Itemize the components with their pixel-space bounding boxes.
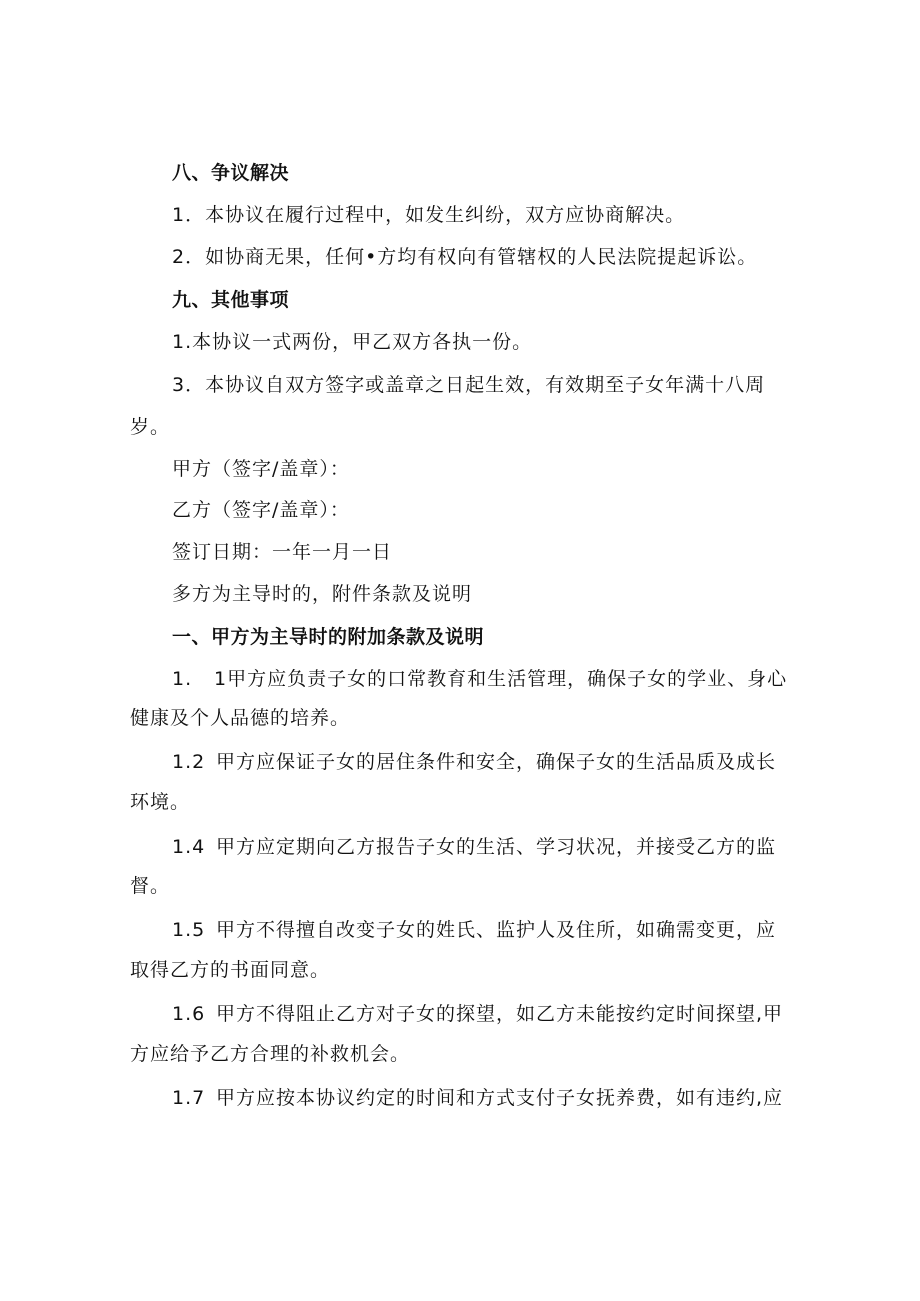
clause-1-6-line-2: 方应给予乙方合理的补救机会。 xyxy=(130,1043,411,1065)
party-b-signature: 乙方（签字/盖章）： xyxy=(172,499,350,521)
party-a-signature: 甲方（签字/盖章）： xyxy=(172,458,350,480)
clause-text: 甲方应定期向乙方报告子女的生活、学习状况，并接受乙方的监 xyxy=(216,836,777,858)
clause-1-1-line-1 xyxy=(172,666,787,692)
clause-text: 甲方不得阻止乙方对子女的探望，如乙方未能按约定时间探望,甲 xyxy=(216,1003,784,1025)
signing-date: 签订日期：一年一月一日 xyxy=(172,541,393,563)
clause-1-5-line-1 xyxy=(172,917,776,943)
section-9-item-3-line-1: 3．本协议自双方签字或盖章之日起生效，有效期至子女年满十八周 xyxy=(172,374,766,396)
clause-text: 甲方应保证子女的居住条件和安全，确保子女的生活品质及成长 xyxy=(216,751,777,773)
clause-1-5-line-2: 取得乙方的书面同意。 xyxy=(130,959,331,981)
clause-1-7-line-1 xyxy=(172,1085,783,1111)
section-9-item-3-line-2: 岁。 xyxy=(130,416,171,438)
appendix-heading: 一、甲方为主导时的附加条款及说明 xyxy=(172,626,485,648)
section-9-heading: 九、其他事项 xyxy=(172,289,290,311)
section-9-item-1: 1.本协议一式两份，甲乙双方各执一份。 xyxy=(172,331,533,353)
clause-1-1-line-2: 健康及个人品德的培养。 xyxy=(130,707,351,729)
section-8-item-2: 2．如协商无果，任何•方均有权向有管辖权的人民法院提起诉讼。 xyxy=(172,246,758,268)
clause-1-6-line-1 xyxy=(172,1001,783,1027)
clause-1-4-line-1 xyxy=(172,834,776,860)
clause-1-4-line-2: 督。 xyxy=(130,875,171,897)
clause-number: 1.2 xyxy=(172,751,206,773)
appendix-intro: 多方为主导时的，附件条款及说明 xyxy=(172,583,473,605)
clause-text: 1甲方应负责子女的口常教育和生活管理，确保子女的学业、身心 xyxy=(214,668,788,690)
clause-1-2-line-1 xyxy=(172,749,776,775)
section-8-heading: 八、争议解决 xyxy=(172,162,290,184)
clause-number: 1.6 xyxy=(172,1003,206,1025)
clause-number: 1. xyxy=(172,668,193,690)
clause-text: 甲方应按本协议约定的时间和方式支付子女抚养费，如有违约,应 xyxy=(216,1087,784,1109)
clause-text: 甲方不得擅自改变子女的姓氏、监护人及住所，如确需变更，应 xyxy=(216,919,777,941)
section-8-item-1: 1．本协议在履行过程中，如发生纠纷，双方应协商解决。 xyxy=(172,204,686,226)
clause-number: 1.5 xyxy=(172,919,206,941)
clause-number: 1.7 xyxy=(172,1087,206,1109)
clause-1-2-line-2: 环境。 xyxy=(130,791,191,813)
clause-number: 1.4 xyxy=(172,836,206,858)
